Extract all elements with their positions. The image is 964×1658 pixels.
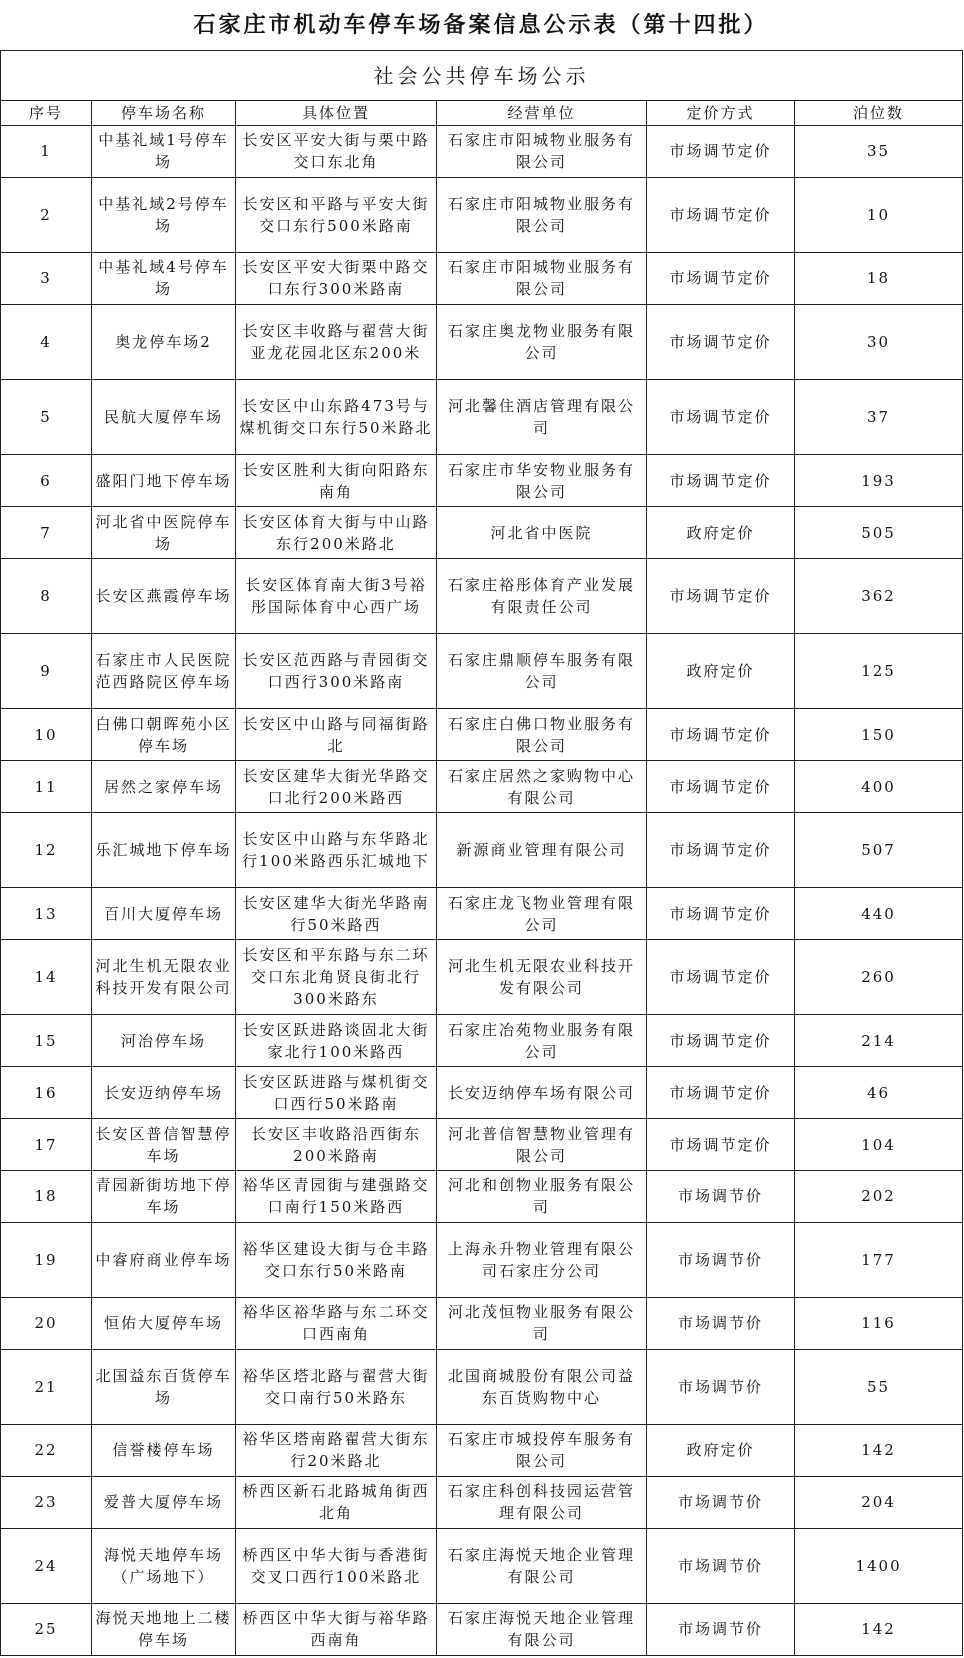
row-number: 20: [1, 1298, 92, 1350]
pricing-method: 政府定价: [647, 634, 795, 709]
parking-location: 裕华区青园街与建强路交口南行150米路西: [236, 1170, 437, 1222]
parking-name: 中基礼域4号停车场: [92, 253, 236, 305]
parking-location: 长安区丰收路沿西街东200米路南: [236, 1119, 437, 1171]
pricing-method: 政府定价: [647, 507, 795, 559]
row-number: 21: [1, 1349, 92, 1424]
pricing-method: 市场调节定价: [647, 1015, 795, 1067]
parking-location: 长安区体育大街与中山路东行200米路北: [236, 507, 437, 559]
pricing-method: 市场调节价: [647, 1349, 795, 1424]
operator-name: 河北馨住酒店管理有限公司: [437, 380, 647, 455]
parking-name: 信誉楼停车场: [92, 1425, 236, 1477]
operator-name: 北国商城股份有限公司益东百货购物中心: [437, 1349, 647, 1424]
space-count: 362: [795, 559, 963, 634]
space-count: 177: [795, 1222, 963, 1297]
operator-name: 石家庄市阳城物业服务有限公司: [437, 253, 647, 305]
table-row: [1, 559, 963, 634]
operator-name: 新源商业管理有限公司: [437, 813, 647, 888]
table-row: [1, 1298, 963, 1350]
space-count: 400: [795, 761, 963, 813]
parking-name: 长安迈纳停车场: [92, 1067, 236, 1119]
parking-name: 河北生机无限农业科技开发有限公司: [92, 940, 236, 1015]
parking-location: 长安区建华大街光华路交口北行200米路西: [236, 761, 437, 813]
row-number: 18: [1, 1170, 92, 1222]
table-row: [1, 634, 963, 709]
operator-name: 河北和创物业服务有限公司: [437, 1170, 647, 1222]
parking-name: 百川大厦停车场: [92, 888, 236, 940]
operator-name: 石家庄海悦天地企业管理有限公司: [437, 1603, 647, 1655]
parking-name: 海悦天地地上二楼停车场: [92, 1603, 236, 1655]
parking-location: 长安区跃进路谈固北大街家北行100米路西: [236, 1015, 437, 1067]
parking-location: 长安区跃进路与煤机街交口西行50米路南: [236, 1067, 437, 1119]
pricing-method: 市场调节定价: [647, 304, 795, 379]
operator-name: 石家庄奥龙物业服务有限公司: [437, 304, 647, 379]
operator-name: 石家庄海悦天地企业管理有限公司: [437, 1528, 647, 1603]
pricing-method: 市场调节定价: [647, 1067, 795, 1119]
table-row: [1, 1119, 963, 1171]
operator-name: 石家庄裕彤体育产业发展有限责任公司: [437, 559, 647, 634]
parking-location: 裕华区裕华路与东二环交口西南角: [236, 1298, 437, 1350]
parking-name: 北国益东百货停车场: [92, 1349, 236, 1424]
row-number: 2: [1, 177, 92, 252]
space-count: 505: [795, 507, 963, 559]
table-row: [1, 761, 963, 813]
parking-location: 长安区平安大街栗中路交口东行300米路南: [236, 253, 437, 305]
pricing-method: 市场调节价: [647, 1170, 795, 1222]
space-count: 202: [795, 1170, 963, 1222]
pricing-method: 市场调节定价: [647, 813, 795, 888]
space-count: 46: [795, 1067, 963, 1119]
pricing-method: 市场调节定价: [647, 559, 795, 634]
row-number: 19: [1, 1222, 92, 1297]
space-count: 150: [795, 709, 963, 761]
operator-name: 石家庄市阳城物业服务有限公司: [437, 177, 647, 252]
page-title: 石家庄市机动车停车场备案信息公示表（第十四批）: [193, 12, 769, 38]
row-number: 22: [1, 1425, 92, 1477]
table-row: [1, 1603, 963, 1655]
table-row: [1, 1476, 963, 1528]
operator-name: 石家庄市城投停车服务有限公司: [437, 1425, 647, 1477]
pricing-method: 市场调节定价: [647, 1119, 795, 1171]
row-number: 4: [1, 304, 92, 379]
row-number: 10: [1, 709, 92, 761]
parking-name: 盛阳门地下停车场: [92, 455, 236, 507]
parking-location: 裕华区塔南路翟营大街东行20米路北: [236, 1425, 437, 1477]
operator-name: 石家庄居然之家购物中心有限公司: [437, 761, 647, 813]
parking-name: 乐汇城地下停车场: [92, 813, 236, 888]
parking-location: 长安区中山路与同福街路北: [236, 709, 437, 761]
space-count: 193: [795, 455, 963, 507]
row-number: 6: [1, 455, 92, 507]
parking-location: 长安区和平东路与东二环交口东北角贤良街北行300米路东: [236, 940, 437, 1015]
table-row: [1, 888, 963, 940]
parking-name: 中基礼域2号停车场: [92, 177, 236, 252]
space-count: 55: [795, 1349, 963, 1424]
pricing-method: 市场调节定价: [647, 455, 795, 507]
parking-name: 中基礼域1号停车场: [92, 126, 236, 178]
pricing-method: 市场调节价: [647, 1603, 795, 1655]
table-row: [1, 1067, 963, 1119]
pricing-method: 市场调节定价: [647, 888, 795, 940]
operator-name: 河北生机无限农业科技开发有限公司: [437, 940, 647, 1015]
table-row: [1, 380, 963, 455]
space-count: 507: [795, 813, 963, 888]
parking-name: 青园新街坊地下停车场: [92, 1170, 236, 1222]
table-row: [1, 940, 963, 1015]
row-number: 16: [1, 1067, 92, 1119]
table-row: [1, 1349, 963, 1424]
operator-name: 石家庄市阳城物业服务有限公司: [437, 126, 647, 178]
parking-location: 长安区建华大街光华路南行50米路西: [236, 888, 437, 940]
table-body: [1, 126, 963, 1656]
table-subtitle: 社会公共停车场公示: [1, 51, 963, 101]
table-row: [1, 455, 963, 507]
row-number: 17: [1, 1119, 92, 1171]
space-count: 260: [795, 940, 963, 1015]
parking-location: 裕华区塔北路与翟营大街交口南行50米路东: [236, 1349, 437, 1424]
table-row: [1, 304, 963, 379]
col-header-spaces: 泊位数: [795, 101, 963, 126]
row-number: 5: [1, 380, 92, 455]
parking-location: 长安区丰收路与翟营大街亚龙花园北区东200米: [236, 304, 437, 379]
table-row: [1, 507, 963, 559]
parking-location: 桥西区新石北路城角街西北角: [236, 1476, 437, 1528]
parking-name: 河冶停车场: [92, 1015, 236, 1067]
parking-location: 桥西区中华大街与裕华路西南角: [236, 1603, 437, 1655]
table-row: [1, 1222, 963, 1297]
table-row: [1, 177, 963, 252]
space-count: 35: [795, 126, 963, 178]
parking-location: 长安区平安大街与栗中路交口东北角: [236, 126, 437, 178]
space-count: 1400: [795, 1528, 963, 1603]
col-header-name: 停车场名称: [92, 101, 236, 126]
pricing-method: 市场调节定价: [647, 126, 795, 178]
space-count: 116: [795, 1298, 963, 1350]
operator-name: 石家庄市华安物业服务有限公司: [437, 455, 647, 507]
operator-name: 上海永升物业管理有限公司石家庄分公司: [437, 1222, 647, 1297]
pricing-method: 政府定价: [647, 1425, 795, 1477]
row-number: 25: [1, 1603, 92, 1655]
operator-name: 河北普信智慧物业管理有限公司: [437, 1119, 647, 1171]
operator-name: 河北省中医院: [437, 507, 647, 559]
parking-location: 长安区范西路与青园街交口西行300米路南: [236, 634, 437, 709]
pricing-method: 市场调节定价: [647, 940, 795, 1015]
table-row: [1, 1528, 963, 1603]
parking-name: 海悦天地停车场（广场地下）: [92, 1528, 236, 1603]
pricing-method: 市场调节定价: [647, 380, 795, 455]
parking-location: 裕华区建设大街与仓丰路交口东行50米路南: [236, 1222, 437, 1297]
parking-name: 长安区燕霞停车场: [92, 559, 236, 634]
space-count: 142: [795, 1603, 963, 1655]
parking-location: 长安区中山路与东华路北行100米路西乐汇城地下: [236, 813, 437, 888]
parking-name: 石家庄市人民医院范西路院区停车场: [92, 634, 236, 709]
col-header-operator: 经营单位: [437, 101, 647, 126]
parking-name: 长安区普信智慧停车场: [92, 1119, 236, 1171]
pricing-method: 市场调节定价: [647, 253, 795, 305]
operator-name: 石家庄科创科技园运营管理有限公司: [437, 1476, 647, 1528]
parking-location: 长安区中山东路473号与煤机街交口东行50米路北: [236, 380, 437, 455]
space-count: 204: [795, 1476, 963, 1528]
row-number: 13: [1, 888, 92, 940]
pricing-method: 市场调节定价: [647, 761, 795, 813]
pricing-method: 市场调节价: [647, 1476, 795, 1528]
row-number: 12: [1, 813, 92, 888]
space-count: 125: [795, 634, 963, 709]
table-row: [1, 709, 963, 761]
parking-location: 桥西区中华大街与香港街交叉口西行100米路北: [236, 1528, 437, 1603]
parking-name: 中睿府商业停车场: [92, 1222, 236, 1297]
row-number: 7: [1, 507, 92, 559]
parking-name: 奥龙停车场2: [92, 304, 236, 379]
table-row: [1, 1170, 963, 1222]
pricing-method: 市场调节定价: [647, 177, 795, 252]
row-number: 15: [1, 1015, 92, 1067]
table-row: [1, 1015, 963, 1067]
table-row: [1, 1425, 963, 1477]
pricing-method: 市场调节定价: [647, 709, 795, 761]
parking-name: 白佛口朝晖苑小区停车场: [92, 709, 236, 761]
subtitle-row: [1, 51, 963, 101]
row-number: 1: [1, 126, 92, 178]
row-number: 3: [1, 253, 92, 305]
table-row: [1, 126, 963, 178]
col-header-location: 具体位置: [236, 101, 437, 126]
parking-name: 爱普大厦停车场: [92, 1476, 236, 1528]
parking-name: 民航大厦停车场: [92, 380, 236, 455]
parking-location: 长安区胜利大街向阳路东南角: [236, 455, 437, 507]
parking-name: 河北省中医院停车场: [92, 507, 236, 559]
table-row: [1, 253, 963, 305]
space-count: 18: [795, 253, 963, 305]
row-number: 23: [1, 1476, 92, 1528]
operator-name: 河北茂恒物业服务有限公司: [437, 1298, 647, 1350]
col-header-no: 序号: [1, 101, 92, 126]
space-count: 142: [795, 1425, 963, 1477]
row-number: 11: [1, 761, 92, 813]
space-count: 30: [795, 304, 963, 379]
row-number: 14: [1, 940, 92, 1015]
space-count: 10: [795, 177, 963, 252]
parking-table: [0, 50, 963, 1656]
table-row: [1, 813, 963, 888]
pricing-method: 市场调节价: [647, 1298, 795, 1350]
space-count: 104: [795, 1119, 963, 1171]
parking-location: 长安区体育南大街3号裕彤国际体育中心西广场: [236, 559, 437, 634]
operator-name: 石家庄冶苑物业服务有限公司: [437, 1015, 647, 1067]
space-count: 440: [795, 888, 963, 940]
parking-name: 恒佑大厦停车场: [92, 1298, 236, 1350]
pricing-method: 市场调节价: [647, 1528, 795, 1603]
row-number: 8: [1, 559, 92, 634]
header-row: [1, 101, 963, 126]
row-number: 9: [1, 634, 92, 709]
parking-location: 长安区和平路与平安大街交口东行500米路南: [236, 177, 437, 252]
operator-name: 长安迈纳停车场有限公司: [437, 1067, 647, 1119]
operator-name: 石家庄鼎顺停车服务有限公司: [437, 634, 647, 709]
space-count: 37: [795, 380, 963, 455]
operator-name: 石家庄白佛口物业服务有限公司: [437, 709, 647, 761]
row-number: 24: [1, 1528, 92, 1603]
operator-name: 石家庄龙飞物业管理有限公司: [437, 888, 647, 940]
col-header-pricing: 定价方式: [647, 101, 795, 126]
pricing-method: 市场调节价: [647, 1222, 795, 1297]
parking-name: 居然之家停车场: [92, 761, 236, 813]
space-count: 214: [795, 1015, 963, 1067]
